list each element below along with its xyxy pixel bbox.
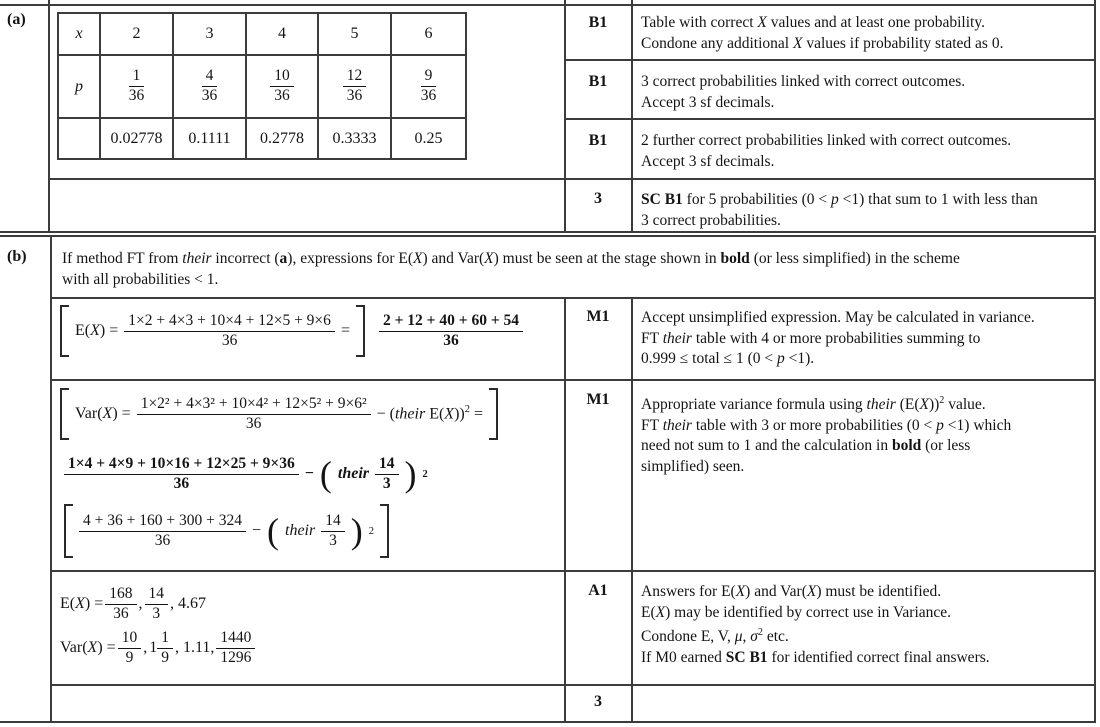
guidance-b2: Appropriate variance formula using their $(E(X))^2$ value. FT their table with 3 or more probabilities (0 < p <1) which need not sum to 1 and the calculation in bold (or less simplified) seen. [641,395,1012,475]
fraction-numerator: 2 + 12 + 40 + 60 + 54 [379,312,523,332]
fraction-numerator: 1 [129,67,145,87]
fraction-denominator: 9 [125,648,134,666]
border-line [1094,0,1096,231]
fraction-denominator: 3 [329,531,337,549]
border-line [631,0,633,231]
border-line [564,118,1096,120]
mixed-number [149,629,173,667]
ex-lhs: E(X) = [75,322,119,339]
x-value-cell: 6 [391,13,466,55]
fraction-numerator: 9 [421,67,437,87]
fraction-numerator: 14 [321,512,345,532]
fraction-numerator: 4 [202,67,218,87]
var-fraction [137,395,371,433]
mark-b-total: 3 [594,693,602,710]
open-paren: ( [267,510,279,551]
fraction-denominator: 36 [201,87,218,104]
their-ex-fraction [321,512,345,550]
guidance-b1: Accept unsimplified expression. May be calculated in variance. FT their table with 4 or more probabilities summing to 0.999 ≤ total ≤ 1 (0 < p <1). [641,309,1035,367]
border-line [50,570,1096,572]
answer-fraction [216,629,255,667]
variance-answers [60,626,255,670]
fraction-denominator: 36 [245,414,262,432]
border-line [0,235,1096,237]
mark-b1-2: B1 [588,73,608,90]
var-bold-fraction [64,455,299,493]
decimal-answer: , 4.67 [170,595,206,612]
x-value-cell: 5 [318,13,391,55]
answer-fraction [145,585,169,623]
p-fraction-cell [100,55,173,118]
var-answer-lhs: Var(X) = [60,639,116,656]
close-paren: ) [350,510,363,551]
p-fraction-cell [391,55,466,118]
whole-part: 1 [149,639,158,656]
var-lhs: Var(X) = [75,405,131,422]
fraction-denominator: 36 [128,87,145,104]
ex-answer-lhs: E(X) = [60,595,104,612]
x-value-cell: 2 [100,13,173,55]
close-bracket [380,504,389,558]
guidance-a1: Table with correct X values and at least one probability. Condone any additional X values if probability stated as 0. [641,14,1004,52]
superscript-two: 2 [368,525,374,537]
mark-m1-1: M1 [586,308,610,325]
x-value-cell: 4 [246,13,318,55]
p-fraction-cell [246,55,318,118]
fraction-denominator: 36 [443,331,459,349]
guidance-a2: 3 correct probabilities linked with correct outcomes. Accept 3 sf decimals. [641,73,966,111]
empty-cell [58,118,100,159]
part-b-label: (b) [7,248,27,265]
fraction-numerator: 168 [105,585,136,605]
fraction-denominator: 36 [173,474,190,492]
fraction-numerator: 1 [157,629,173,649]
table-row-x [58,13,466,55]
fraction-denominator: 36 [346,87,363,104]
expectation-answers [60,584,206,624]
decimal-cell: 0.2778 [246,118,318,159]
fraction-denominator: 36 [274,87,290,104]
border-line [50,684,1096,686]
fraction-denominator: 36 [113,604,129,622]
their-label: their [337,465,369,482]
their-label: their [285,522,316,539]
fraction-numerator: 1×2 + 4×3 + 10×4 + 12×5 + 9×6 [124,312,335,332]
variance-working-line2 [64,448,428,500]
open-bracket [64,504,73,558]
fraction-denominator: 1296 [220,648,252,666]
minus-sign: − [251,522,261,539]
x-value-cell: 3 [173,13,246,55]
expectation-working [60,305,523,357]
p-header-cell: p [58,55,100,118]
guidance-a3: 2 further correct probabilities linked with correct outcomes. Accept 3 sf decimals. [641,132,1012,170]
var-simplified-fraction [79,512,246,550]
decimal-cell: 0.1111 [173,118,246,159]
ex-bold-fraction [379,312,523,350]
fraction-numerator: 4 + 36 + 160 + 300 + 324 [79,512,246,532]
border-line [564,59,1096,61]
mark-a1: A1 [588,582,608,599]
decimal-cell: 0.25 [391,118,466,159]
fraction-numerator: 1440 [216,629,255,649]
open-bracket [60,388,69,440]
p-fraction-cell [318,55,391,118]
part-a-label: (a) [7,11,26,28]
answer-fraction [157,629,173,667]
open-bracket [60,305,69,357]
fraction-denominator: 36 [420,87,437,104]
fraction-denominator: 9 [161,648,169,666]
border-line [50,379,1096,381]
fraction-numerator: 1×4 + 4×9 + 10×16 + 12×25 + 9×36 [64,455,299,475]
answer-fraction [118,629,142,667]
table-row-p [58,55,466,118]
border-line [631,297,633,721]
guidance-b3: Answers for E(X) and Var(X) must be identified. E(X) may be identified by correct use in Variance. Condone E, V, μ, $\sigma^2$ etc. If M0 earned SC B1 for identified correct final answers. [641,583,990,666]
ex-fraction [124,312,335,350]
their-ex-fraction [375,455,399,493]
border-line [1094,235,1096,721]
close-bracket [356,305,365,357]
ft-note: If method FT from their incorrect (a), expressions for E(X) and Var(X) must be seen at the stage shown in bold (or less simplified) in the scheme with all probabilities < 1. [62,250,960,288]
fraction-numerator: 1×2² + 4×3² + 10×4² + 12×5² + 9×6² [137,395,371,415]
separator: , [143,639,148,656]
fraction-denominator: 3 [382,474,391,492]
p-fraction-cell [173,55,246,118]
var-subtract-term: − (their E(X))$^2$ = [376,404,483,423]
border-line [48,178,1096,180]
border-line [0,721,1096,723]
mark-m1-2: M1 [586,391,610,408]
border-line [564,297,566,721]
minus-sign: − [304,465,314,482]
variance-working-line1 [60,388,498,440]
answer-fraction [105,585,136,623]
probability-table [57,12,467,160]
fraction-numerator: 14 [145,585,169,605]
border-line [50,297,1096,299]
decimal-answer: , 1.11, [174,639,215,656]
border-line [48,0,50,231]
fraction-numerator: 12 [343,67,367,87]
separator: , [138,595,143,612]
variance-working-line3 [64,504,389,558]
x-header-cell: x [58,13,100,55]
equals-sign: = [340,322,350,339]
fraction-denominator: 36 [221,331,238,349]
mark-b1-1: B1 [588,14,608,31]
close-bracket [489,388,498,440]
close-paren: ) [404,453,417,494]
mark-b1-3: B1 [588,132,608,149]
fraction-numerator: 14 [375,455,399,475]
open-paren: ( [319,453,332,494]
table-row-decimals [58,118,466,159]
fraction-numerator: 10 [118,629,142,649]
border-line [0,231,1096,233]
fraction-numerator: 10 [270,67,294,87]
border-line [50,235,52,721]
decimal-cell: 0.02778 [100,118,173,159]
guidance-a-total: SC B1 for 5 probabilities (0 < p <1) that sum to 1 with less than 3 correct probabilities. [641,191,1038,229]
mark-a-total: 3 [594,190,602,207]
fraction-denominator: 36 [154,531,171,549]
decimal-cell: 0.3333 [318,118,391,159]
superscript-two: 2 [422,468,428,480]
border-line [0,4,1096,6]
fraction-denominator: 3 [152,604,161,622]
